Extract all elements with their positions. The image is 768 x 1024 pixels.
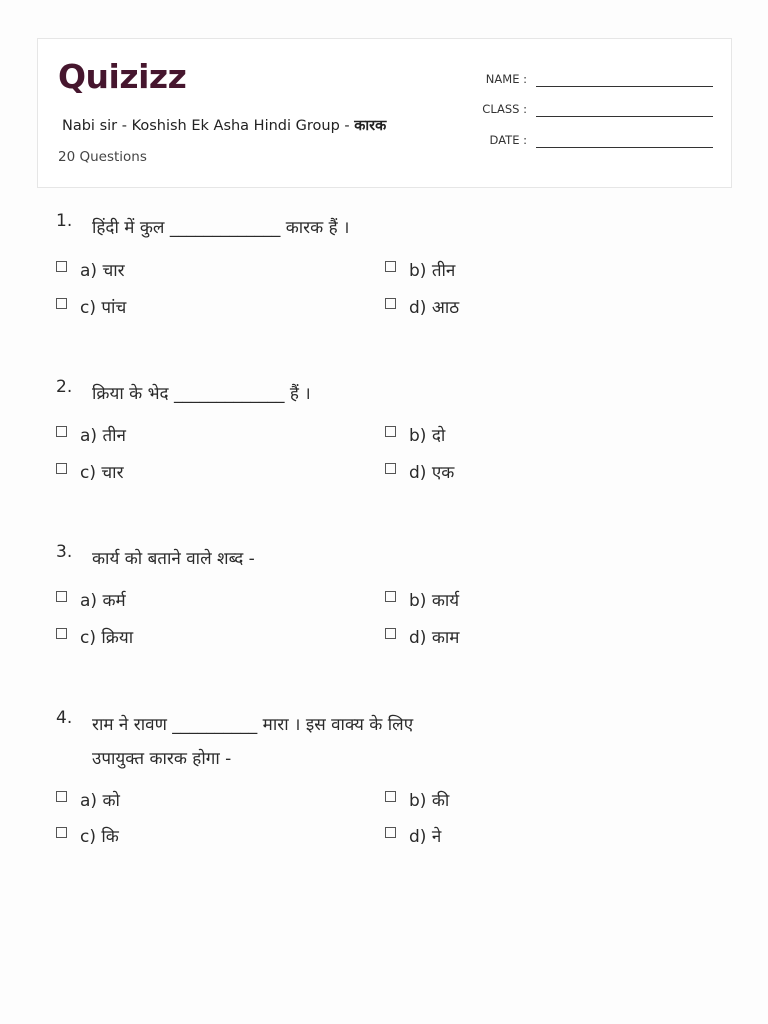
name-label: NAME : (485, 72, 527, 86)
quiz-title (62, 115, 386, 135)
question-3: 3. कार्य को बताने वाले शब्द - a) कर्म b) कार्य c) क्रिया d) काम (56, 542, 716, 652)
date-label: DATE : (489, 133, 527, 147)
checkbox[interactable] (385, 426, 396, 437)
checkbox[interactable] (385, 827, 396, 838)
checkbox[interactable] (385, 463, 396, 474)
question-text: हिंदी में कुल _____________ कारक हैं । (92, 218, 350, 238)
checkbox[interactable] (56, 628, 67, 639)
question-1: 1. हिंदी में कुल _____________ कारक हैं । a) चार b) तीन c) पांच d) आठ (56, 211, 716, 321)
checkbox[interactable] (56, 426, 67, 437)
worksheet-header (37, 38, 732, 188)
name-field[interactable] (478, 72, 713, 90)
class-field[interactable] (478, 102, 713, 120)
question-4: 4. राम ने रावण __________ मारा । इस वाक्य के लिए उपायुक्त कारक होगा - a) को b) की c) कि d) ने (56, 708, 716, 853)
question-count: 20 Questions (58, 149, 147, 165)
quiz-title-topic: कारक (354, 118, 387, 134)
checkbox[interactable] (56, 827, 67, 838)
date-line (536, 147, 713, 148)
checkbox[interactable] (385, 298, 396, 309)
checkbox[interactable] (56, 298, 67, 309)
checkbox[interactable] (56, 791, 67, 802)
question-text: क्रिया के भेद _____________ हैं । (92, 384, 311, 404)
checkbox[interactable] (385, 791, 396, 802)
quiz-title-text: Nabi sir - Koshish Ek Asha Hindi Group - (62, 118, 355, 134)
question-text: कार्य को बताने वाले शब्द - (92, 549, 255, 569)
checkbox[interactable] (385, 628, 396, 639)
checkbox[interactable] (56, 591, 67, 602)
quizizz-logo: Quizizz (58, 57, 187, 96)
question-2: 2. क्रिया के भेद _____________ हैं । a) तीन b) दो c) चार d) एक (56, 377, 716, 487)
question-number: 1. (56, 211, 73, 231)
class-label: CLASS : (482, 102, 527, 116)
question-number: 3. (56, 542, 73, 562)
checkbox[interactable] (385, 591, 396, 602)
question-text: राम ने रावण __________ मारा । इस वाक्य के लिए उपायुक्त कारक होगा - (92, 715, 414, 769)
name-line (536, 86, 713, 87)
checkbox[interactable] (56, 261, 67, 272)
checkbox[interactable] (56, 463, 67, 474)
class-line (536, 116, 713, 117)
question-number: 2. (56, 377, 73, 397)
date-field[interactable] (478, 133, 713, 151)
checkbox[interactable] (385, 261, 396, 272)
question-number: 4. (56, 708, 73, 728)
